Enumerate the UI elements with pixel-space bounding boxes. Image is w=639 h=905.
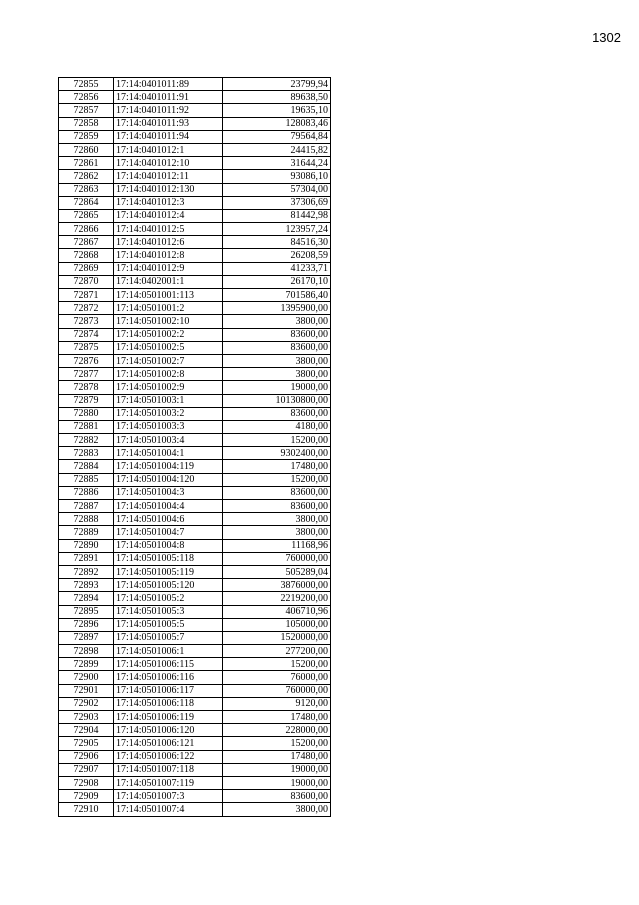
- table-row: [59, 91, 331, 104]
- cadastral-number-cell: 17:14:0401011:92: [114, 104, 223, 117]
- row-number-cell: 72896: [59, 618, 114, 631]
- cadastral-value-cell: 277200,00: [223, 645, 331, 658]
- table-row: [59, 328, 331, 341]
- row-number-cell: 72893: [59, 579, 114, 592]
- cadastral-value-cell: 3800,00: [223, 803, 331, 816]
- row-number-cell: 72867: [59, 236, 114, 249]
- row-number-cell: 72856: [59, 91, 114, 104]
- table-row: [59, 737, 331, 750]
- row-number-cell: 72903: [59, 711, 114, 724]
- cadastral-number-cell: 17:14:0501005:7: [114, 631, 223, 644]
- row-number-cell: 72857: [59, 104, 114, 117]
- cadastral-number-cell: 17:14:0501006:115: [114, 658, 223, 671]
- cadastral-value-cell: 41233,71: [223, 262, 331, 275]
- table-row: [59, 526, 331, 539]
- table-row: [59, 170, 331, 183]
- cadastral-value-cell: 1395900,00: [223, 302, 331, 315]
- cadastral-number-cell: 17:14:0501006:119: [114, 711, 223, 724]
- cadastral-number-cell: 17:14:0501006:1: [114, 645, 223, 658]
- row-number-cell: 72897: [59, 631, 114, 644]
- row-number-cell: 72899: [59, 658, 114, 671]
- cadastral-value-cell: 19000,00: [223, 763, 331, 776]
- cadastral-value-cell: 11168,96: [223, 539, 331, 552]
- cadastral-number-cell: 17:14:0401012:8: [114, 249, 223, 262]
- row-number-cell: 72861: [59, 157, 114, 170]
- row-number-cell: 72910: [59, 803, 114, 816]
- row-number-cell: 72881: [59, 420, 114, 433]
- table-row: [59, 223, 331, 236]
- cadastral-number-cell: 17:14:0501005:120: [114, 579, 223, 592]
- cadastral-value-cell: 83600,00: [223, 407, 331, 420]
- cadastral-value-cell: 26208,59: [223, 249, 331, 262]
- cadastral-value-cell: 89638,50: [223, 91, 331, 104]
- table-row: [59, 605, 331, 618]
- cadastral-value-cell: 15200,00: [223, 658, 331, 671]
- cadastral-number-cell: 17:14:0501006:120: [114, 724, 223, 737]
- row-number-cell: 72855: [59, 78, 114, 91]
- cadastral-number-cell: 17:14:0501005:118: [114, 552, 223, 565]
- cadastral-number-cell: 17:14:0401012:3: [114, 196, 223, 209]
- table-row: [59, 500, 331, 513]
- table-row: [59, 275, 331, 288]
- table-row: [59, 368, 331, 381]
- cadastral-value-cell: 10130800,00: [223, 394, 331, 407]
- cadastral-number-cell: 17:14:0401012:10: [114, 157, 223, 170]
- row-number-cell: 72902: [59, 697, 114, 710]
- cadastral-number-cell: 17:14:0501004:7: [114, 526, 223, 539]
- cadastral-number-cell: 17:14:0501006:122: [114, 750, 223, 763]
- cadastral-number-cell: 17:14:0501005:3: [114, 605, 223, 618]
- cadastral-number-cell: 17:14:0402001:1: [114, 275, 223, 288]
- table-row: [59, 341, 331, 354]
- table-row: [59, 434, 331, 447]
- cadastral-value-cell: 505289,04: [223, 565, 331, 578]
- row-number-cell: 72883: [59, 447, 114, 460]
- table-row: [59, 460, 331, 473]
- cadastral-number-cell: 17:14:0501003:3: [114, 420, 223, 433]
- row-number-cell: 72906: [59, 750, 114, 763]
- cadastral-value-cell: 81442,98: [223, 209, 331, 222]
- table-row: [59, 697, 331, 710]
- row-number-cell: 72898: [59, 645, 114, 658]
- row-number-cell: 72888: [59, 513, 114, 526]
- row-number-cell: 72875: [59, 341, 114, 354]
- page-number: 1302: [592, 30, 621, 45]
- row-number-cell: 72882: [59, 434, 114, 447]
- cadastral-number-cell: 17:14:0501003:1: [114, 394, 223, 407]
- table-row: [59, 262, 331, 275]
- table-body: [59, 78, 331, 817]
- cadastral-value-cell: 3800,00: [223, 315, 331, 328]
- table-row: [59, 486, 331, 499]
- table-row: [59, 157, 331, 170]
- row-number-cell: 72871: [59, 289, 114, 302]
- row-number-cell: 72894: [59, 592, 114, 605]
- table-row: [59, 618, 331, 631]
- table-row: [59, 565, 331, 578]
- cadastral-number-cell: 17:14:0501004:3: [114, 486, 223, 499]
- table-row: [59, 724, 331, 737]
- row-number-cell: 72909: [59, 790, 114, 803]
- row-number-cell: 72904: [59, 724, 114, 737]
- cadastral-value-cell: 9120,00: [223, 697, 331, 710]
- cadastral-number-cell: 17:14:0501007:118: [114, 763, 223, 776]
- cadastral-number-cell: 17:14:0501002:5: [114, 341, 223, 354]
- cadastral-number-cell: 17:14:0501007:119: [114, 776, 223, 789]
- row-number-cell: 72889: [59, 526, 114, 539]
- row-number-cell: 72890: [59, 539, 114, 552]
- cadastral-value-cell: 701586,40: [223, 289, 331, 302]
- cadastral-number-cell: 17:14:0401012:5: [114, 223, 223, 236]
- table-row: [59, 209, 331, 222]
- cadastral-number-cell: 17:14:0501005:5: [114, 618, 223, 631]
- row-number-cell: 72864: [59, 196, 114, 209]
- cadastral-value-cell: 760000,00: [223, 552, 331, 565]
- cadastral-number-cell: 17:14:0401012:130: [114, 183, 223, 196]
- cadastral-number-cell: 17:14:0501002:10: [114, 315, 223, 328]
- cadastral-value-cell: 406710,96: [223, 605, 331, 618]
- table-row: [59, 776, 331, 789]
- cadastral-number-cell: 17:14:0501006:121: [114, 737, 223, 750]
- cadastral-value-cell: 15200,00: [223, 473, 331, 486]
- cadastral-value-cell: 3800,00: [223, 513, 331, 526]
- row-number-cell: 72862: [59, 170, 114, 183]
- cadastral-value-cell: 23799,94: [223, 78, 331, 91]
- cadastral-number-cell: 17:14:0401011:94: [114, 130, 223, 143]
- cadastral-number-cell: 17:14:0501004:6: [114, 513, 223, 526]
- cadastral-value-cell: 93086,10: [223, 170, 331, 183]
- cadastral-value-cell: 26170,10: [223, 275, 331, 288]
- cadastral-number-cell: 17:14:0501001:2: [114, 302, 223, 315]
- cadastral-number-cell: 17:14:0501002:9: [114, 381, 223, 394]
- row-number-cell: 72901: [59, 684, 114, 697]
- cadastral-value-cell: 15200,00: [223, 737, 331, 750]
- table-row: [59, 513, 331, 526]
- cadastral-number-cell: 17:14:0501006:118: [114, 697, 223, 710]
- cadastral-value-cell: 9302400,00: [223, 447, 331, 460]
- cadastral-number-cell: 17:14:0501007:3: [114, 790, 223, 803]
- cadastral-value-table: [58, 77, 331, 817]
- cadastral-number-cell: 17:14:0501004:120: [114, 473, 223, 486]
- table-row: [59, 750, 331, 763]
- cadastral-value-cell: 105000,00: [223, 618, 331, 631]
- table-row: [59, 645, 331, 658]
- cadastral-number-cell: 17:14:0501002:8: [114, 368, 223, 381]
- table-row: [59, 631, 331, 644]
- table-row: [59, 143, 331, 156]
- table-row: [59, 671, 331, 684]
- cadastral-number-cell: 17:14:0401011:91: [114, 91, 223, 104]
- row-number-cell: 72860: [59, 143, 114, 156]
- table-row: [59, 420, 331, 433]
- cadastral-value-cell: 3800,00: [223, 368, 331, 381]
- row-number-cell: 72870: [59, 275, 114, 288]
- cadastral-value-cell: 3800,00: [223, 526, 331, 539]
- cadastral-value-cell: 79564,84: [223, 130, 331, 143]
- cadastral-value-cell: 83600,00: [223, 500, 331, 513]
- table-row: [59, 447, 331, 460]
- row-number-cell: 72905: [59, 737, 114, 750]
- row-number-cell: 72869: [59, 262, 114, 275]
- cadastral-number-cell: 17:14:0501003:2: [114, 407, 223, 420]
- cadastral-number-cell: 17:14:0501005:2: [114, 592, 223, 605]
- table-row: [59, 579, 331, 592]
- cadastral-number-cell: 17:14:0501001:113: [114, 289, 223, 302]
- row-number-cell: 72879: [59, 394, 114, 407]
- table-row: [59, 539, 331, 552]
- cadastral-value-cell: 19635,10: [223, 104, 331, 117]
- row-number-cell: 72877: [59, 368, 114, 381]
- cadastral-value-cell: 19000,00: [223, 381, 331, 394]
- cadastral-number-cell: 17:14:0501004:4: [114, 500, 223, 513]
- table-row: [59, 381, 331, 394]
- row-number-cell: 72874: [59, 328, 114, 341]
- row-number-cell: 72868: [59, 249, 114, 262]
- row-number-cell: 72872: [59, 302, 114, 315]
- cadastral-value-cell: 76000,00: [223, 671, 331, 684]
- table-row: [59, 117, 331, 130]
- cadastral-value-cell: 3876000,00: [223, 579, 331, 592]
- cadastral-value-cell: 760000,00: [223, 684, 331, 697]
- row-number-cell: 72892: [59, 565, 114, 578]
- cadastral-number-cell: 17:14:0401012:4: [114, 209, 223, 222]
- cadastral-number-cell: 17:14:0401011:93: [114, 117, 223, 130]
- cadastral-value-cell: 84516,30: [223, 236, 331, 249]
- cadastral-number-cell: 17:14:0501006:116: [114, 671, 223, 684]
- cadastral-value-cell: 4180,00: [223, 420, 331, 433]
- row-number-cell: 72878: [59, 381, 114, 394]
- table-row: [59, 302, 331, 315]
- cadastral-value-cell: 24415,82: [223, 143, 331, 156]
- cadastral-value-cell: 83600,00: [223, 341, 331, 354]
- row-number-cell: 72858: [59, 117, 114, 130]
- table-row: [59, 790, 331, 803]
- cadastral-value-cell: 128083,46: [223, 117, 331, 130]
- table-row: [59, 183, 331, 196]
- cadastral-value-cell: 123957,24: [223, 223, 331, 236]
- row-number-cell: 72887: [59, 500, 114, 513]
- table-row: [59, 763, 331, 776]
- cadastral-number-cell: 17:14:0501003:4: [114, 434, 223, 447]
- row-number-cell: 72880: [59, 407, 114, 420]
- table-row: [59, 236, 331, 249]
- cadastral-number-cell: 17:14:0401012:11: [114, 170, 223, 183]
- table-row: [59, 104, 331, 117]
- row-number-cell: 72866: [59, 223, 114, 236]
- table-row: [59, 354, 331, 367]
- cadastral-value-cell: 57304,00: [223, 183, 331, 196]
- cadastral-value-cell: 228000,00: [223, 724, 331, 737]
- row-number-cell: 72895: [59, 605, 114, 618]
- row-number-cell: 72891: [59, 552, 114, 565]
- cadastral-value-cell: 83600,00: [223, 790, 331, 803]
- row-number-cell: 72885: [59, 473, 114, 486]
- cadastral-number-cell: 17:14:0401011:89: [114, 78, 223, 91]
- cadastral-value-cell: 19000,00: [223, 776, 331, 789]
- table-row: [59, 473, 331, 486]
- table-row: [59, 407, 331, 420]
- table-row: [59, 684, 331, 697]
- table-row: [59, 711, 331, 724]
- cadastral-value-cell: 17480,00: [223, 460, 331, 473]
- row-number-cell: 72907: [59, 763, 114, 776]
- cadastral-value-cell: 2219200,00: [223, 592, 331, 605]
- cadastral-number-cell: 17:14:0401012:6: [114, 236, 223, 249]
- cadastral-number-cell: 17:14:0401012:9: [114, 262, 223, 275]
- cadastral-number-cell: 17:14:0501005:119: [114, 565, 223, 578]
- table-row: [59, 196, 331, 209]
- row-number-cell: 72900: [59, 671, 114, 684]
- cadastral-number-cell: 17:14:0401012:1: [114, 143, 223, 156]
- cadastral-value-cell: 3800,00: [223, 354, 331, 367]
- cadastral-number-cell: 17:14:0501002:2: [114, 328, 223, 341]
- cadastral-value-cell: 37306,69: [223, 196, 331, 209]
- row-number-cell: 72859: [59, 130, 114, 143]
- cadastral-value-cell: 1520000,00: [223, 631, 331, 644]
- table-row: [59, 315, 331, 328]
- cadastral-value-cell: 17480,00: [223, 750, 331, 763]
- row-number-cell: 72873: [59, 315, 114, 328]
- row-number-cell: 72908: [59, 776, 114, 789]
- table-row: [59, 803, 331, 816]
- cadastral-number-cell: 17:14:0501007:4: [114, 803, 223, 816]
- cadastral-number-cell: 17:14:0501004:1: [114, 447, 223, 460]
- cadastral-value-cell: 83600,00: [223, 328, 331, 341]
- table-row: [59, 289, 331, 302]
- row-number-cell: 72863: [59, 183, 114, 196]
- row-number-cell: 72876: [59, 354, 114, 367]
- cadastral-value-cell: 31644,24: [223, 157, 331, 170]
- table-row: [59, 552, 331, 565]
- cadastral-number-cell: 17:14:0501006:117: [114, 684, 223, 697]
- table-row: [59, 249, 331, 262]
- row-number-cell: 72886: [59, 486, 114, 499]
- cadastral-value-cell: 17480,00: [223, 711, 331, 724]
- cadastral-number-cell: 17:14:0501004:8: [114, 539, 223, 552]
- table-row: [59, 394, 331, 407]
- cadastral-value-cell: 15200,00: [223, 434, 331, 447]
- table-row: [59, 130, 331, 143]
- row-number-cell: 72865: [59, 209, 114, 222]
- row-number-cell: 72884: [59, 460, 114, 473]
- table-row: [59, 78, 331, 91]
- table-row: [59, 658, 331, 671]
- cadastral-number-cell: 17:14:0501002:7: [114, 354, 223, 367]
- cadastral-number-cell: 17:14:0501004:119: [114, 460, 223, 473]
- cadastral-value-cell: 83600,00: [223, 486, 331, 499]
- table-row: [59, 592, 331, 605]
